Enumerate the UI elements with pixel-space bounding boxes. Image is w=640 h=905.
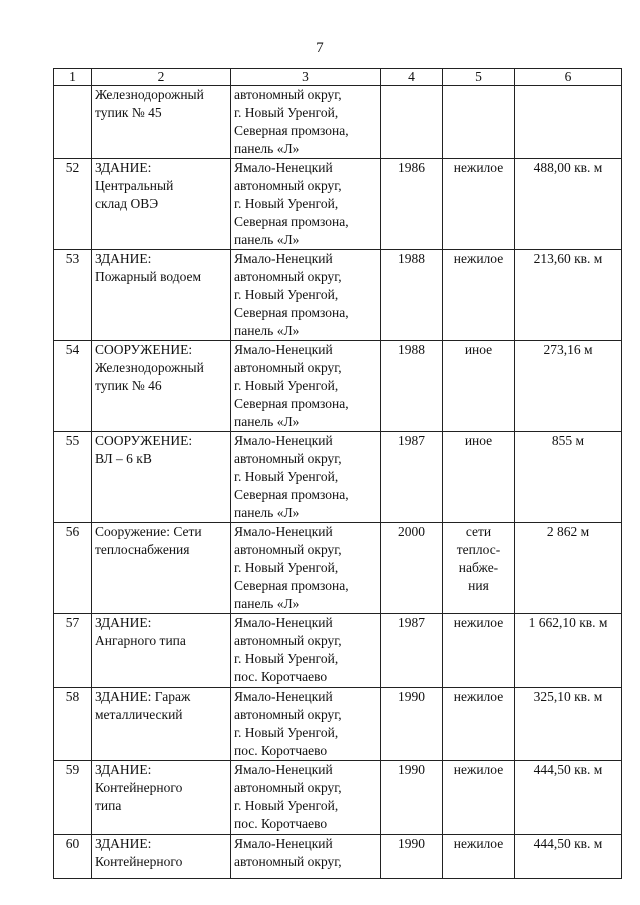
object-address <box>231 688 381 761</box>
object-name-line: ЗДАНИЕ: Гараж <box>95 689 191 704</box>
object-name <box>92 523 231 614</box>
object-type <box>443 614 515 688</box>
object-type-line: нежилое <box>453 160 504 175</box>
object-address-line: Северная промзона, <box>234 214 349 229</box>
object-type-line: нежилое <box>453 689 504 704</box>
object-name-line: Контейнерного <box>95 780 183 795</box>
object-address-line: г. Новый Уренгой, <box>234 651 339 666</box>
header-cell-address: 3 <box>231 69 381 86</box>
object-name-line: ЗДАНИЕ: <box>95 615 152 630</box>
object-address-line: Северная промзона, <box>234 123 349 138</box>
object-address <box>231 250 381 341</box>
object-address-line: пос. Коротчаево <box>234 743 328 758</box>
object-address-line: Северная промзона, <box>234 305 349 320</box>
object-address-line: пос. Коротчаево <box>234 669 328 684</box>
object-name-line: СООРУЖЕНИЕ: <box>95 433 193 448</box>
object-name-line: тупик № 46 <box>95 378 162 393</box>
table-row <box>54 523 622 614</box>
object-name <box>92 614 231 688</box>
object-name-line: Центральный <box>95 178 174 193</box>
table-row <box>54 614 622 688</box>
row-number: 60 <box>54 835 92 879</box>
object-year: 1986 <box>381 159 443 250</box>
object-area: 444,50 кв. м <box>515 761 622 835</box>
object-address-line: Ямало-Ненецкий <box>234 160 333 175</box>
header-cell-year: 4 <box>381 69 443 86</box>
object-address-line: панель «Л» <box>234 232 300 247</box>
object-name-line: ЗДАНИЕ: <box>95 251 152 266</box>
object-type <box>443 86 515 159</box>
object-year: 1988 <box>381 250 443 341</box>
object-address-line: Ямало-Ненецкий <box>234 251 333 266</box>
object-name-line: СООРУЖЕНИЕ: <box>95 342 193 357</box>
object-address-line: автономный округ, <box>234 707 342 722</box>
object-name <box>92 159 231 250</box>
row-number: 59 <box>54 761 92 835</box>
object-type-line: нежилое <box>453 836 504 851</box>
object-address-line: автономный округ, <box>234 87 342 102</box>
object-name-line: теплоснабжения <box>95 542 190 557</box>
object-year: 1987 <box>381 614 443 688</box>
object-address-line: панель «Л» <box>234 505 300 520</box>
row-number: 56 <box>54 523 92 614</box>
object-year: 1987 <box>381 432 443 523</box>
object-name-line: металлический <box>95 707 183 722</box>
row-number: 58 <box>54 688 92 761</box>
object-name-line: ЗДАНИЕ: <box>95 762 152 777</box>
table-body <box>54 86 622 879</box>
table-row <box>54 250 622 341</box>
row-number: 54 <box>54 341 92 432</box>
object-type <box>443 341 515 432</box>
header-cell-num: 1 <box>54 69 92 86</box>
object-address-line: г. Новый Уренгой, <box>234 378 339 393</box>
object-type-line: теплос- <box>456 542 501 557</box>
object-address-line: панель «Л» <box>234 596 300 611</box>
object-name-line: Контейнерного <box>95 854 183 869</box>
object-area <box>515 86 622 159</box>
object-name <box>92 835 231 879</box>
object-address-line: автономный округ, <box>234 360 342 375</box>
object-address-line: автономный округ, <box>234 178 342 193</box>
row-number: 57 <box>54 614 92 688</box>
object-address-line: г. Новый Уренгой, <box>234 287 339 302</box>
table-row <box>54 159 622 250</box>
object-name <box>92 761 231 835</box>
object-name-line: Железнодорожный <box>95 360 204 375</box>
table-header-row <box>54 69 622 86</box>
object-name-line: ЗДАНИЕ: <box>95 160 152 175</box>
object-address-line: Ямало-Ненецкий <box>234 762 333 777</box>
object-type-line: нежилое <box>453 615 504 630</box>
object-address-line: Ямало-Ненецкий <box>234 524 333 539</box>
object-name-line: ВЛ – 6 кВ <box>95 451 152 466</box>
table-row <box>54 688 622 761</box>
object-year: 2000 <box>381 523 443 614</box>
object-area: 855 м <box>515 432 622 523</box>
table-row <box>54 761 622 835</box>
object-address <box>231 86 381 159</box>
object-type <box>443 761 515 835</box>
object-address-line: г. Новый Уренгой, <box>234 725 339 740</box>
object-address <box>231 432 381 523</box>
object-name-line: ЗДАНИЕ: <box>95 836 152 851</box>
object-name <box>92 688 231 761</box>
object-type-line: ния <box>468 578 489 593</box>
object-name <box>92 250 231 341</box>
object-address-line: Ямало-Ненецкий <box>234 836 333 851</box>
object-area: 2 862 м <box>515 523 622 614</box>
object-type <box>443 250 515 341</box>
row-number: 55 <box>54 432 92 523</box>
object-address-line: Северная промзона, <box>234 396 349 411</box>
object-name <box>92 86 231 159</box>
header-cell-area: 6 <box>515 69 622 86</box>
object-year: 1990 <box>381 835 443 879</box>
object-area: 444,50 кв. м <box>515 835 622 879</box>
object-address-line: автономный округ, <box>234 269 342 284</box>
table-row <box>54 835 622 879</box>
table-row <box>54 86 622 159</box>
object-name <box>92 432 231 523</box>
property-registry-table <box>53 68 622 879</box>
row-number: 53 <box>54 250 92 341</box>
object-area: 273,16 м <box>515 341 622 432</box>
object-area: 1 662,10 кв. м <box>515 614 622 688</box>
object-name-line: Пожарный водоем <box>95 269 202 284</box>
object-name <box>92 341 231 432</box>
object-address-line: панель «Л» <box>234 323 300 338</box>
object-address-line: Северная промзона, <box>234 487 349 502</box>
header-cell-type: 5 <box>443 69 515 86</box>
object-name-line: тупик № 45 <box>95 105 162 120</box>
object-type-line: нежилое <box>453 762 504 777</box>
object-address-line: Ямало-Ненецкий <box>234 342 333 357</box>
object-address <box>231 341 381 432</box>
object-type-line: сети <box>465 524 492 539</box>
object-type <box>443 688 515 761</box>
object-address <box>231 835 381 879</box>
row-number: 52 <box>54 159 92 250</box>
object-address-line: Северная промзона, <box>234 578 349 593</box>
row-number <box>54 86 92 159</box>
object-name-line: склад ОВЭ <box>95 196 159 211</box>
object-address-line: г. Новый Уренгой, <box>234 798 339 813</box>
object-address-line: г. Новый Уренгой, <box>234 469 339 484</box>
object-name-line: Железнодорожный <box>95 87 204 102</box>
object-address-line: Ямало-Ненецкий <box>234 433 333 448</box>
object-type <box>443 835 515 879</box>
object-area: 488,00 кв. м <box>515 159 622 250</box>
object-type-line: иное <box>464 433 493 448</box>
object-type <box>443 159 515 250</box>
object-area: 325,10 кв. м <box>515 688 622 761</box>
object-address-line: автономный округ, <box>234 451 342 466</box>
table-row <box>54 341 622 432</box>
object-year: 1990 <box>381 688 443 761</box>
object-address <box>231 523 381 614</box>
object-address-line: панель «Л» <box>234 414 300 429</box>
object-name-line: типа <box>95 798 122 813</box>
object-address-line: Ямало-Ненецкий <box>234 615 333 630</box>
object-year <box>381 86 443 159</box>
object-type-line: нежилое <box>453 251 504 266</box>
object-address-line: г. Новый Уренгой, <box>234 105 339 120</box>
object-address <box>231 614 381 688</box>
object-name-line: Сооружение: Сети <box>95 524 202 539</box>
object-address-line: автономный округ, <box>234 633 342 648</box>
object-address-line: пос. Коротчаево <box>234 816 328 831</box>
object-address-line: Ямало-Ненецкий <box>234 689 333 704</box>
object-year: 1990 <box>381 761 443 835</box>
object-address-line: панель «Л» <box>234 141 300 156</box>
object-address-line: г. Новый Уренгой, <box>234 560 339 575</box>
object-area: 213,60 кв. м <box>515 250 622 341</box>
object-name-line: Ангарного типа <box>95 633 186 648</box>
object-address-line: автономный округ, <box>234 780 342 795</box>
page-number: 7 <box>316 40 324 56</box>
object-address-line: автономный округ, <box>234 854 342 869</box>
object-type <box>443 432 515 523</box>
table-row <box>54 432 622 523</box>
object-address <box>231 159 381 250</box>
object-address <box>231 761 381 835</box>
object-type <box>443 523 515 614</box>
object-type-line: иное <box>464 342 493 357</box>
object-type-line: набже- <box>458 560 499 575</box>
header-cell-name: 2 <box>92 69 231 86</box>
object-address-line: г. Новый Уренгой, <box>234 196 339 211</box>
object-year: 1988 <box>381 341 443 432</box>
object-address-line: автономный округ, <box>234 542 342 557</box>
